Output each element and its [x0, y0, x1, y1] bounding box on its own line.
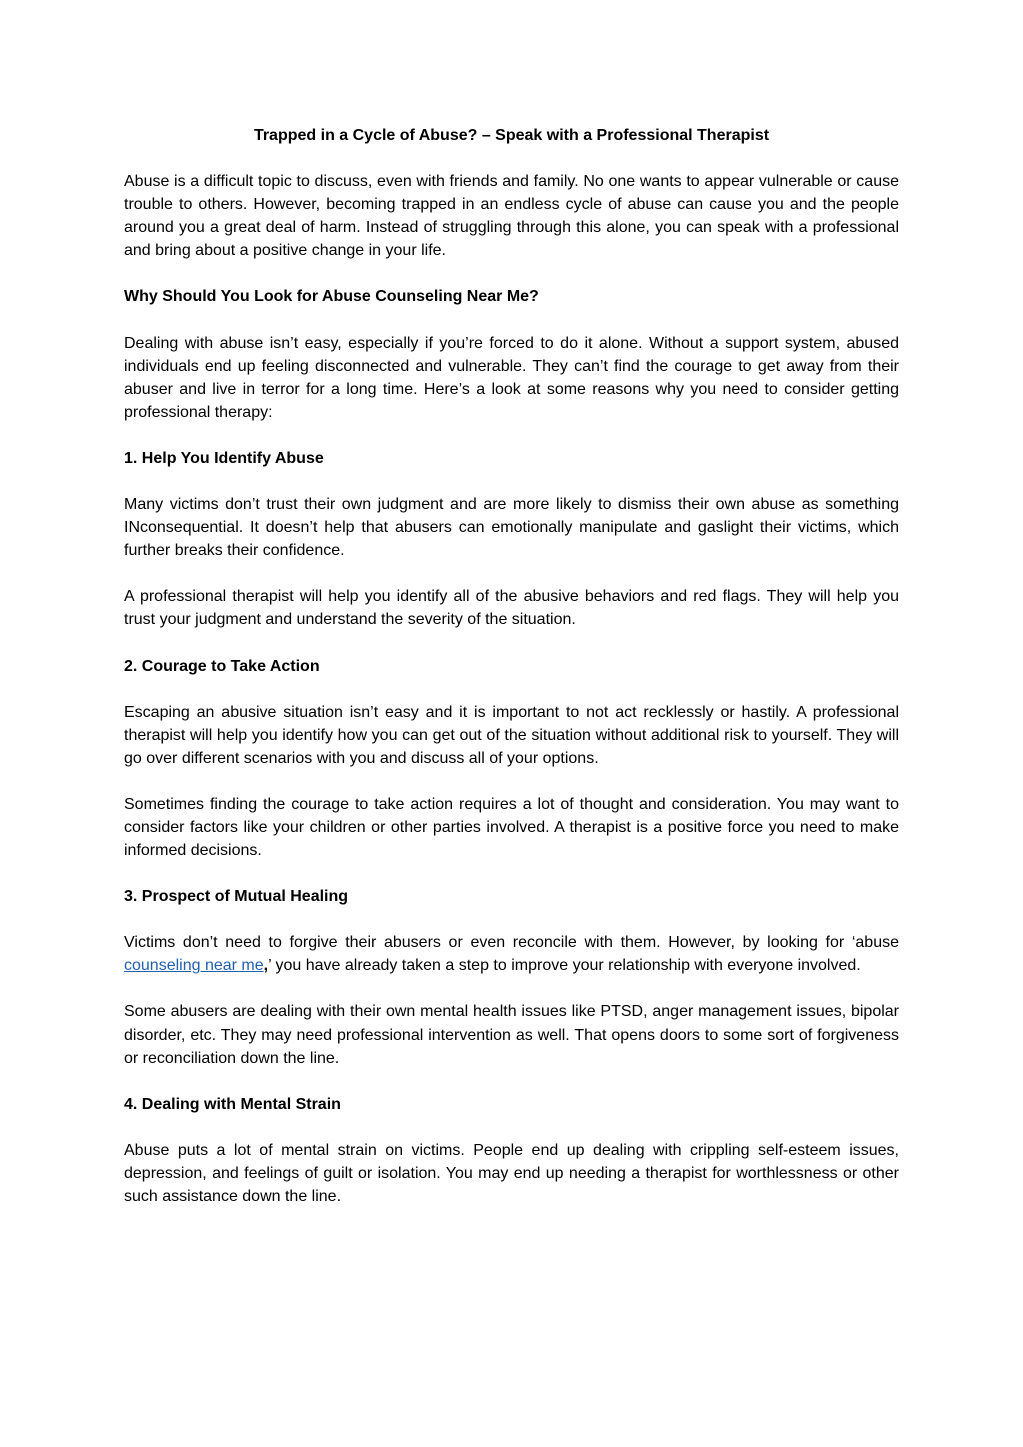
why-paragraph: Dealing with abuse isn’t easy, especially if you’re forced to do it alone. Without a support system, abused individuals end up feeling disconnected and vulnerable. They can’t find the courage to get away from their abuser and live in terror for a long time. Here’s a look at some reasons why you need to consider getting professional therapy:	[124, 334, 899, 421]
section-4-paragraph-1: Abuse puts a lot of mental strain on victims. People end up dealing with crippling self-esteem issues, depression, and feelings of guilt or isolation. You may end up needing a therapist for worthlessness or other such assistance down the line.	[124, 1141, 899, 1205]
section-2-paragraph-2: Sometimes finding the courage to take action requires a lot of thought and consideration. You may want to consider factors like your children or other parties involved. A therapist is a positive force you need to make informed decisions.	[124, 795, 899, 860]
section-1-paragraph-1: Many victims don’t trust their own judgment and are more likely to dismiss their own abuse as something INconsequential. It doesn’t help that abusers can emotionally manipulate and gaslight their victims, which further breaks their confidence.	[124, 496, 899, 560]
section-3-heading: 3. Prospect of Mutual Healing	[124, 888, 349, 906]
section-2-paragraph-1: Escaping an abusive situation isn’t easy and it is important to not act recklessly or hastily. A professional therapist will help you identify how you can get out of the situation without additional risk to yourself. They will go over different scenarios with you and discuss all of your options.	[124, 703, 899, 767]
section-4-heading: 4. Dealing with Mental Strain	[124, 1095, 341, 1113]
section-3-text-before-link: Victims don’t need to forgive their abusers or even reconcile with them. However, by looking for ‘abuse	[124, 934, 899, 952]
section-3-text-after-link: ’ you have already taken a step to improve your relationship with everyone involved.	[268, 957, 861, 975]
document-page	[124, 124, 899, 1231]
section-1-heading: 1. Help You Identify Abuse	[124, 449, 324, 467]
link-comma: ,	[263, 957, 269, 975]
section-1-paragraph-2: A professional therapist will help you identify all of the abusive behaviors and red flags. They will help you trust your judgment and understand the severity of the situation.	[124, 588, 899, 629]
section-3-paragraph-1	[124, 931, 899, 977]
section-2-heading: 2. Courage to Take Action	[124, 657, 320, 675]
section-3-paragraph-2: Some abusers are dealing with their own mental health issues like PTSD, anger management issues, bipolar disorder, etc. They may need professional intervention as well. That opens doors to some sort of forgiveness or reconciliation down the line.	[124, 1003, 899, 1067]
counseling-near-me-link[interactable]: counseling near me	[124, 957, 264, 975]
why-heading: Why Should You Look for Abuse Counseling Near Me?	[124, 288, 539, 306]
document-title: Trapped in a Cycle of Abuse? – Speak with a Professional Therapist	[253, 127, 770, 144]
intro-paragraph: Abuse is a difficult topic to discuss, even with friends and family. No one wants to appear vulnerable or cause trouble to others. However, becoming trapped in an endless cycle of abuse can cause you and the people around you a great deal of harm. Instead of struggling through this alone, you can speak with a professional and bring about a positive change in your life.	[124, 173, 899, 260]
